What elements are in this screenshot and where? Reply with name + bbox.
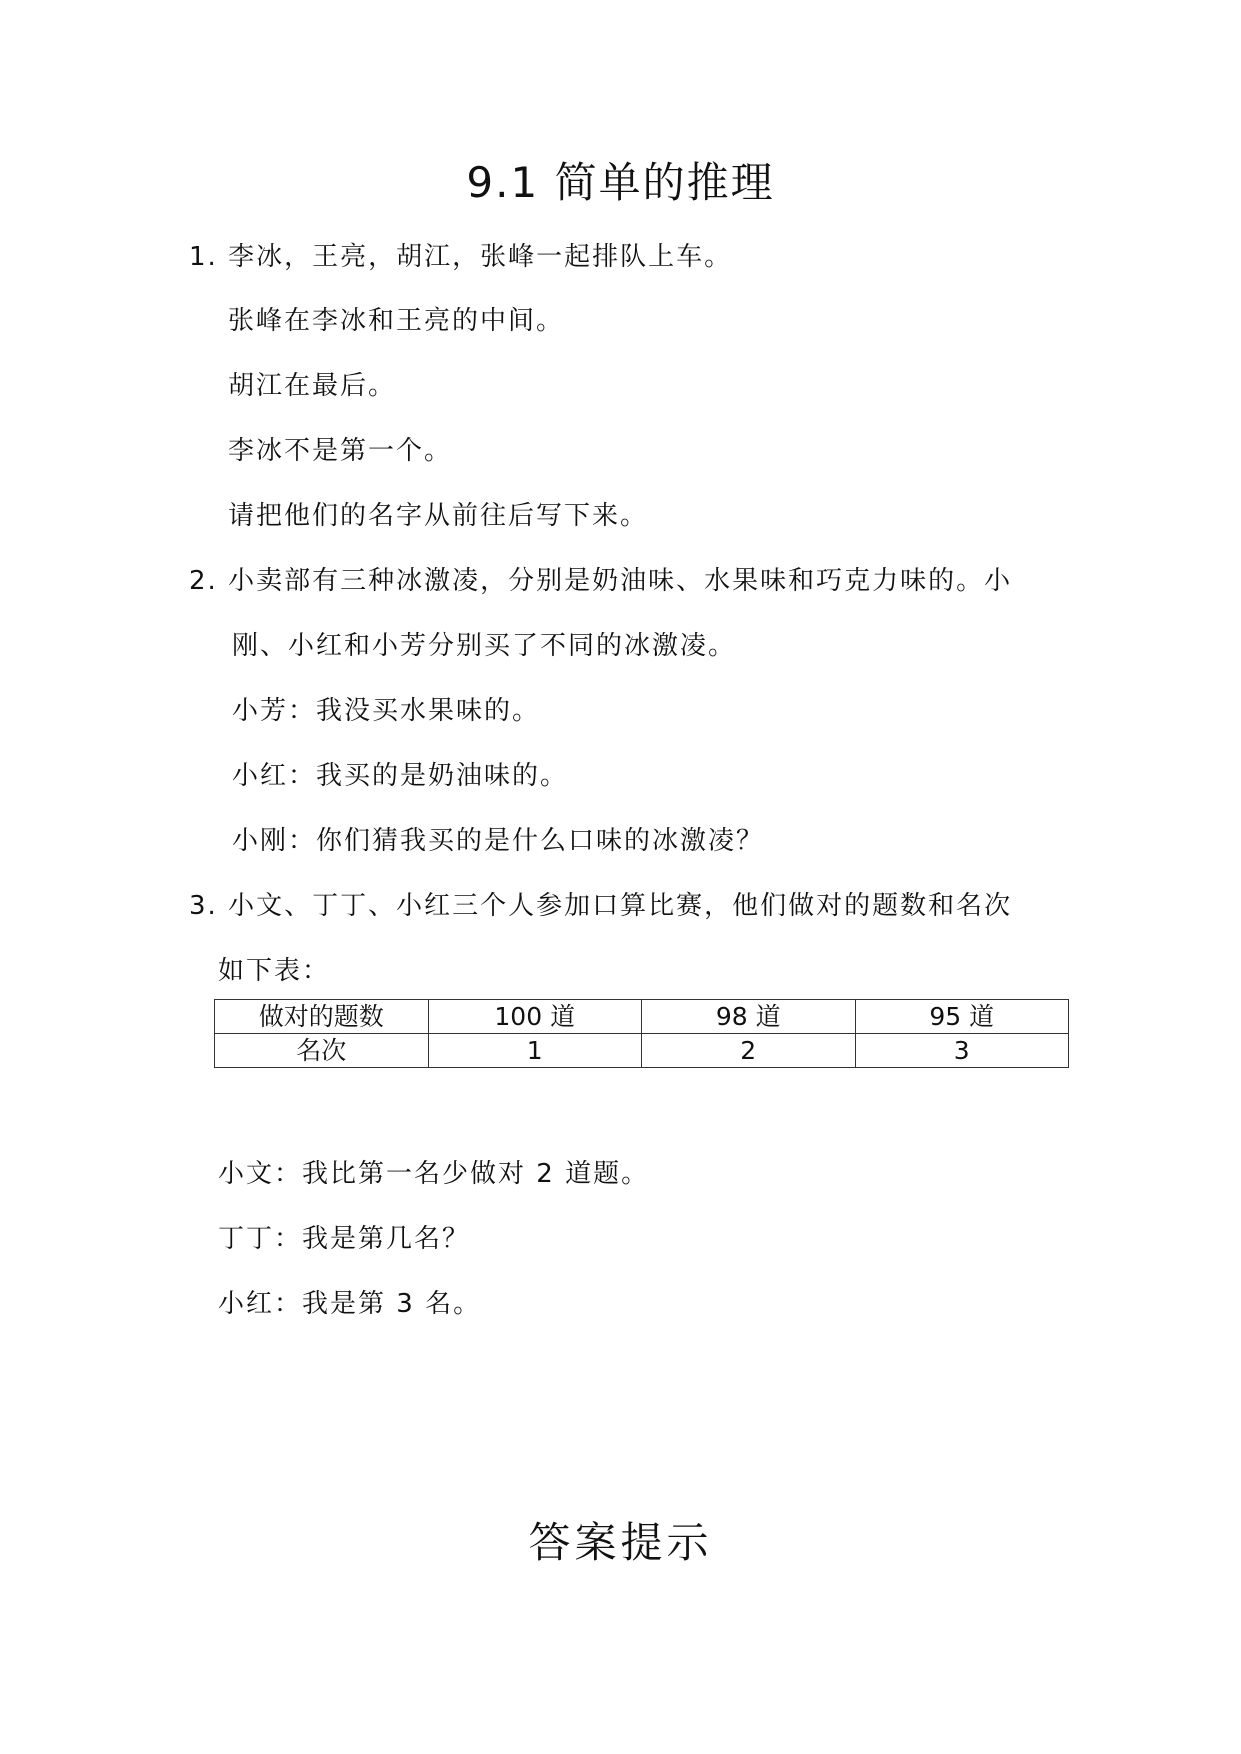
question-2-clue: 小芳：我没买水果味的。 [232,696,541,726]
question-1-instruction: 请把他们的名字从前往后写下来。 [228,501,649,531]
question-1-stem: 1. 李冰，王亮，胡江，张峰一起排队上车。 [189,242,733,272]
question-2-clue: 小刚：你们猜我买的是什么口味的冰激凌？ [232,826,765,856]
question-3-clue: 丁丁：我是第几名？ [218,1224,471,1254]
page-title: 9.1 简单的推理 [466,158,775,207]
question-1-clue: 胡江在最后。 [228,371,397,401]
table-cell: 名次 [215,1034,429,1068]
score-table [214,999,1069,1068]
table-cell: 95 道 [855,1000,1069,1034]
question-3-clue: 小文：我比第一名少做对 2 道题。 [218,1159,650,1189]
table-cell: 做对的题数 [215,1000,429,1034]
question-2-stem: 2. 小卖部有三种冰激凌，分别是奶油味、水果味和巧克力味的。小 [189,566,1013,596]
question-2-stem-continued: 刚、小红和小芳分别买了不同的冰激凌。 [232,631,737,661]
question-3-stem-continued: 如下表： [218,956,331,986]
table-cell: 3 [855,1034,1069,1068]
table-row [215,1034,1069,1068]
answer-heading: 答案提示 [528,1518,713,1567]
question-1-clue: 张峰在李冰和王亮的中间。 [228,306,565,336]
table-cell: 100 道 [428,1000,642,1034]
table-cell: 2 [642,1034,856,1068]
table-cell: 1 [428,1034,642,1068]
question-3-clue: 小红：我是第 3 名。 [218,1289,482,1319]
question-1-clue: 李冰不是第一个。 [228,436,453,466]
table-row [215,1000,1069,1034]
question-3-stem: 3. 小文、丁丁、小红三个人参加口算比赛，他们做对的题数和名次 [189,891,1013,921]
question-2-clue: 小红：我买的是奶油味的。 [232,761,569,791]
table-cell: 98 道 [642,1000,856,1034]
